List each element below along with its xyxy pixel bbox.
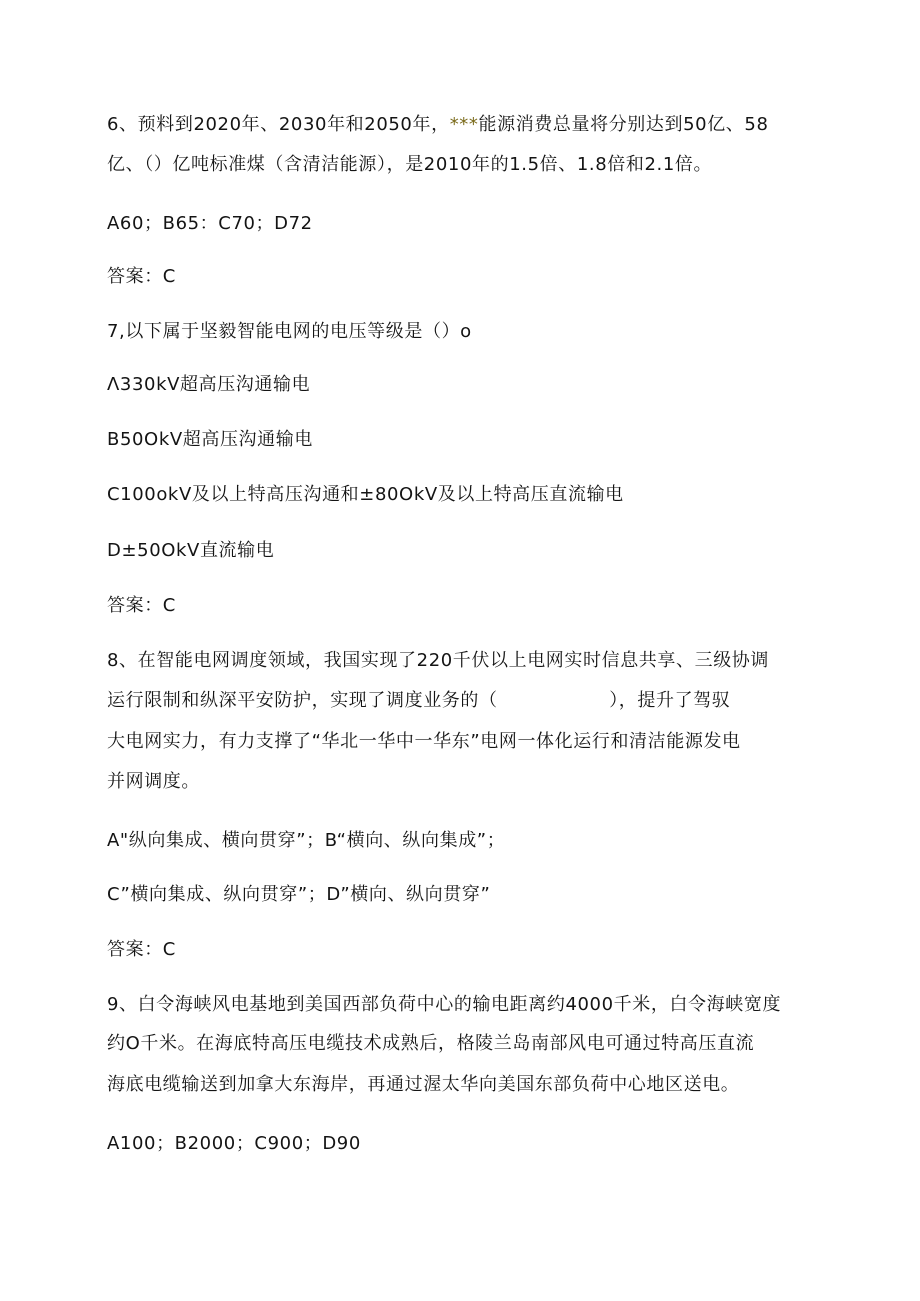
q8-stem-line-1: 8、在智能电网调度领域，我国实现了220千伏以上电网实时信息共享、三级协调 — [107, 650, 770, 671]
q6-stem-line-1 — [107, 113, 769, 137]
q7-answer: 答案：C — [107, 595, 176, 616]
q7-option-a: Λ330kV超高压沟通输电 — [107, 374, 311, 395]
q6-redacted-stars: *** — [449, 114, 479, 135]
q8-options-ab: A"纵向集成、横向贯穿”；B“横向、纵向集成”； — [107, 830, 506, 851]
q6-stem-pre: 6、预料到2020年、2030年和2050年， — [107, 114, 450, 135]
q8-stem-line-4: 并网调度。 — [107, 771, 200, 792]
q7-option-d: D±50OkV直流输电 — [107, 540, 275, 561]
q9-options: A100；B2000；C900；D90 — [107, 1133, 361, 1154]
q8-answer: 答案：C — [107, 939, 176, 960]
q9-stem-line-2: 约O千米。在海底特高压电缆技术成熟后，格陵兰岛南部风电可通过特高压直流 — [107, 1033, 755, 1054]
q7-option-b: B50OkV超高压沟通输电 — [107, 429, 313, 450]
q6-stem-post: 能源消费总量将分别达到50亿、58 — [478, 114, 769, 135]
q8-stem-line-3: 大电网实力，有力支撑了“华北一华中一华东”电网一体化运行和清洁能源发电 — [107, 731, 741, 752]
q8-stem-line-2: 运行限制和纵深平安防护，实现了调度业务的（ ），提升了驾驭 — [107, 690, 731, 711]
q7-stem: 7,以下属于坚毅智能电网的电压等级是（）o — [107, 321, 472, 342]
q6-stem-line-2: 亿、（）亿吨标准煤（含清洁能源），是2010年的1.5倍、1.8倍和2.1倍。 — [107, 154, 713, 175]
q6-answer: 答案：C — [107, 266, 176, 287]
q9-stem-line-3: 海底电缆输送到加拿大东海岸，再通过渥太华向美国东部负荷中心地区送电。 — [107, 1074, 740, 1095]
q6-options: A60；B65：C70；D72 — [107, 213, 313, 234]
q9-stem-line-1: 9、白令海峡风电基地到美国西部负荷中心的输电距离约4000千米，白令海峡宽度 — [107, 994, 782, 1015]
q8-options-cd: C”横向集成、纵向贯穿”；D”横向、纵向贯穿” — [107, 884, 491, 905]
q7-option-c: C100okV及以上特高压沟通和±80OkV及以上特高压直流输电 — [107, 484, 624, 505]
